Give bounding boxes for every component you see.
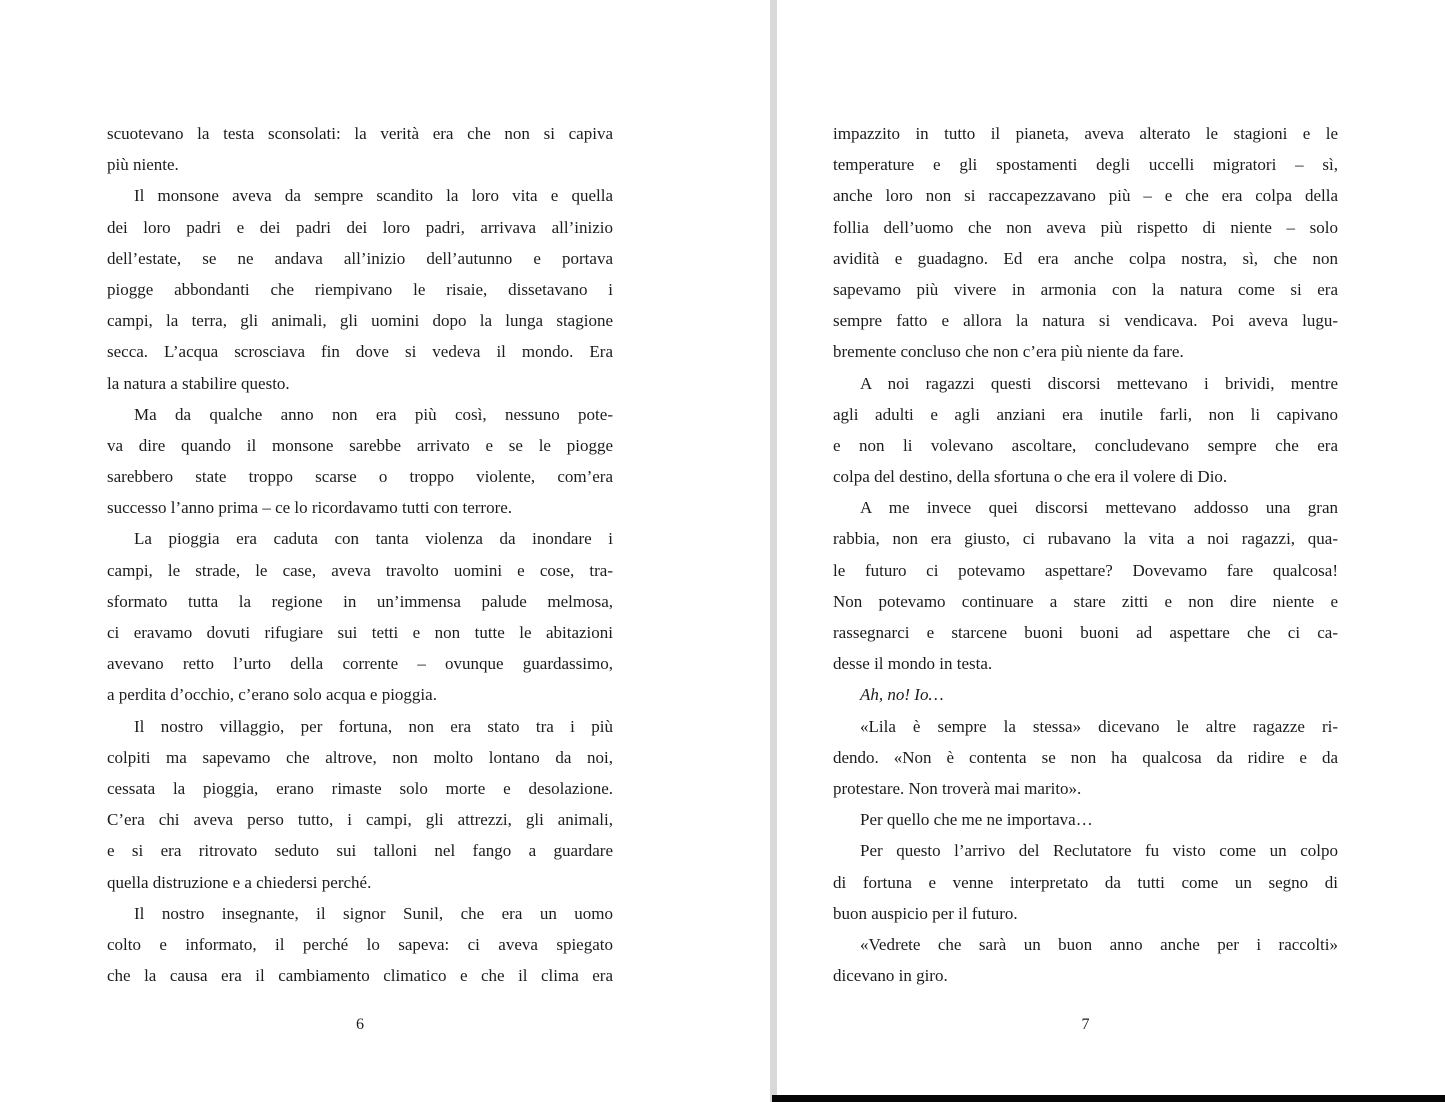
text-line: «Vedrete che sarà un buon anno anche per i raccolti» <box>860 934 1338 954</box>
text-line: che la causa era il cambiamento climatico e che il clima era <box>107 966 613 986</box>
text-line: A me invece quei discorsi mettevano addosso una gran <box>860 498 1338 518</box>
text-line: avevano retto l’urto della corrente – ovunque guardassimo, <box>107 654 613 674</box>
text-line: più niente. <box>107 155 179 175</box>
page-gutter-divider <box>770 0 777 1102</box>
text-line: protestare. Non troverà mai marito». <box>833 778 1082 798</box>
text-line: agli adulti e agli anziani era inutile farli, non li capivano <box>833 404 1338 424</box>
text-line: rassegnarci e starcene buoni buoni ad aspettare che ci ca- <box>833 623 1338 642</box>
text-line: ci eravamo dovuti rifugiare sui tetti e non tutte le abitazioni <box>107 623 613 642</box>
text-line: Per quello che me ne importava… <box>860 810 1093 830</box>
text-line: campi, le strade, le case, aveva travolto uomini e cose, tra- <box>107 560 613 580</box>
text-line: piogge abbondanti che riempivano le risaie, dissetavano i <box>107 279 613 299</box>
text-line: dei loro padri e dei padri dei loro padri, arrivava all’inizio <box>107 217 613 237</box>
text-line: dell’estate, se ne andava all’inizio dell’autunno e portava <box>107 248 613 268</box>
text-line: temperature e gli spostamenti degli uccelli migratori – sì, <box>833 155 1338 175</box>
text-line: avidità e guadagno. Ed era anche colpa nostra, sì, che non <box>833 248 1338 268</box>
text-line: anche loro non si raccapezzavano più – e che era colpa della <box>833 186 1338 206</box>
text-line: le futuro ci potevamo aspettare? Dovevamo fare qualcosa! <box>833 560 1338 580</box>
text-line: dicevano in giro. <box>833 966 948 986</box>
text-line: la natura a stabilire questo. <box>107 373 290 393</box>
text-line: desse il mondo in testa. <box>833 654 993 674</box>
bottom-scan-bar <box>772 1095 1445 1102</box>
text-line: La pioggia era caduta con tanta violenza da inondare i <box>134 529 613 549</box>
text-line: «Lila è sempre la stessa» dicevano le altre ragazze ri- <box>860 716 1338 736</box>
text-line: scuotevano la testa sconsolati: la verità era che non si capiva <box>107 124 613 143</box>
text-line: a perdita d’occhio, c’erano solo acqua e pioggia. <box>107 685 437 705</box>
text-line: Non potevamo continuare a stare zitti e non dire niente e <box>833 591 1338 611</box>
text-line: secca. L’acqua scrosciava fin dove si vedeva il mondo. Era <box>107 342 613 362</box>
text-line: sempre fatto e allora la natura si vendicava. Poi aveva lugu- <box>833 311 1338 331</box>
text-line: colto e informato, il perché lo sapeva: ci aveva spiegato <box>107 934 613 954</box>
text-line: C’era chi aveva perso tutto, i campi, gli attrezzi, gli animali, <box>107 810 613 830</box>
text-line: bremente concluso che non c’era più niente da fare. <box>833 342 1184 362</box>
text-line: e si era ritrovato seduto sui talloni nel fango a guardare <box>107 841 613 861</box>
text-line: Il monsone aveva da sempre scandito la loro vita e quella <box>134 186 613 206</box>
text-line: dendo. «Non è contenta se non ha qualcosa da ridire e da <box>833 747 1338 767</box>
text-line: e non li volevano ascoltare, concludevano sempre che era <box>833 435 1338 455</box>
text-line: campi, la terra, gli animali, gli uomini dopo la lunga stagione <box>107 311 613 331</box>
text-line: Il nostro insegnante, il signor Sunil, che era un uomo <box>134 903 613 923</box>
text-line: Il nostro villaggio, per fortuna, non era stato tra i più <box>134 716 613 736</box>
text-line: va dire quando il monsone sarebbe arrivato e se le piogge <box>107 435 613 455</box>
text-line: colpiti ma sapevamo che altrove, non molto lontano da noi, <box>107 747 613 767</box>
right-page-number: 7 <box>1081 1016 1090 1033</box>
text-line: impazzito in tutto il pianeta, aveva alterato le stagioni e le <box>833 124 1338 143</box>
text-line: sarebbero state troppo scarse o troppo violente, com’era <box>107 467 613 487</box>
text-line: follia dell’uomo che non aveva più rispetto di niente – solo <box>833 217 1338 237</box>
right-page-text <box>833 118 1338 991</box>
text-line: Ma da qualche anno non era più così, nessuno pote- <box>134 404 613 424</box>
text-line: successo l’anno prima – ce lo ricordavamo tutti con terrore. <box>107 498 513 518</box>
text-line: sformato tutta la regione in un’immensa palude melmosa, <box>107 591 613 611</box>
left-page-text <box>107 118 613 991</box>
text-line: di fortuna e venne interpretato da tutti come un segno di <box>833 872 1338 892</box>
text-line: Ah, no! Io… <box>860 685 944 705</box>
text-line: sapevamo più vivere in armonia con la natura come si era <box>833 279 1338 299</box>
text-line: A noi ragazzi questi discorsi mettevano i brividi, mentre <box>860 373 1338 393</box>
text-line: rabbia, non era giusto, ci rubavano la vita a noi ragazzi, qua- <box>833 529 1338 549</box>
left-page-number: 6 <box>356 1016 364 1033</box>
text-line: quella distruzione e a chiedersi perché. <box>107 872 372 892</box>
text-line: colpa del destino, della sfortuna o che era il volere di Dio. <box>833 467 1228 487</box>
text-line: cessata la pioggia, erano rimaste solo morte e desolazione. <box>107 778 613 798</box>
text-line: buon auspicio per il futuro. <box>833 903 1018 923</box>
text-line: Per questo l’arrivo del Reclutatore fu visto come un colpo <box>860 841 1338 861</box>
